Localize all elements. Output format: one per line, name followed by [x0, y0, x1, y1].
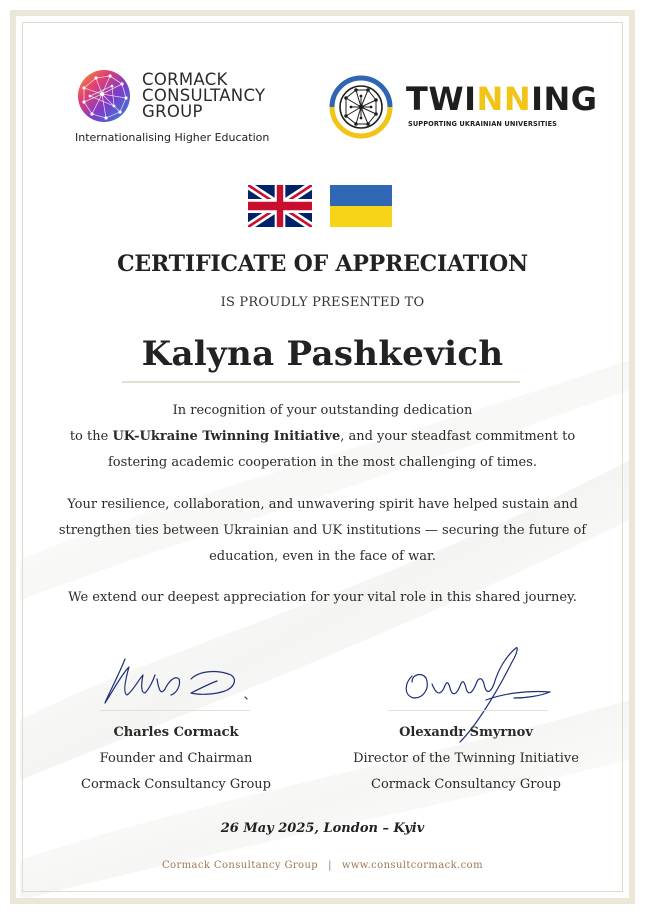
footer	[0, 860, 645, 871]
appreciation-paragraph	[40, 585, 605, 611]
signatory-role: Founder and Chairman	[99, 751, 253, 766]
p2-line2: strengthen ties between Ukrainian and UK institutions — securing the future of	[58, 523, 587, 538]
signature-line-right	[388, 710, 548, 711]
p1-line2-pre: to the	[69, 429, 113, 444]
signatory-left	[26, 720, 326, 798]
resilience-paragraph	[40, 492, 605, 570]
p3-line1: We extend our deepest appreciation for your vital role in this shared journey.	[68, 590, 577, 605]
twinning-word-part1: TWI	[406, 80, 477, 118]
recognition-paragraph	[40, 398, 605, 476]
signatory-name: Charles Cormack	[113, 725, 239, 740]
recipient-name: Kalyna Pashkevich	[141, 334, 504, 374]
ccg-name-line3: GROUP	[142, 102, 203, 121]
network-globe-icon	[328, 74, 394, 140]
twinning-logo	[328, 74, 598, 140]
footer-website-link[interactable]: www.consultcormack.com	[341, 860, 483, 871]
cormack-consultancy-logo	[72, 64, 282, 144]
certificate-title: CERTIFICATE OF APPRECIATION	[117, 251, 528, 277]
ccg-name-line1: CORMACK	[142, 70, 228, 89]
signatory-org: Cormack Consultancy Group	[81, 777, 271, 792]
recipient-underline	[122, 381, 520, 383]
footer-org: Cormack Consultancy Group	[161, 860, 319, 871]
twinning-subtitle: SUPPORTING UKRAINIAN UNIVERSITIES	[408, 120, 558, 128]
network-sphere-icon	[76, 68, 132, 124]
p1-line3: fostering academic cooperation in the most challenging of times.	[107, 455, 538, 470]
p1-line2	[40, 424, 605, 450]
ukraine-flag-icon	[330, 185, 392, 227]
signatory-right	[316, 720, 616, 798]
twinning-wordmark	[406, 82, 598, 116]
signatory-role: Director of the Twinning Initiative	[353, 751, 579, 766]
p1-line2-post: , and your steadfast commitment to	[340, 429, 576, 444]
p2-line3: education, even in the face of war.	[209, 549, 436, 564]
ccg-wordmark	[142, 72, 265, 120]
flags-row	[248, 185, 398, 227]
signature-line-left	[100, 710, 250, 711]
twinning-word-part3: ING	[531, 80, 598, 118]
ccg-tagline: Internationalising Higher Education	[75, 131, 270, 144]
initiative-name: UK-Ukraine Twinning Initiative	[112, 429, 341, 444]
signature-charles-cormack	[95, 645, 275, 711]
presented-to-text: IS PROUDLY PRESENTED TO	[220, 295, 425, 310]
signatory-org: Cormack Consultancy Group	[371, 777, 561, 792]
ccg-name-line2: CONSULTANCY	[142, 86, 266, 105]
twinning-word-part2: NN	[476, 80, 532, 118]
date-place: 26 May 2025, London – Kyiv	[220, 821, 425, 836]
footer-separator: |	[328, 860, 332, 871]
uk-flag-icon	[248, 185, 312, 227]
signatory-name: Olexandr Smyrnov	[399, 725, 533, 740]
p1-line1: In recognition of your outstanding dedication	[172, 403, 473, 418]
p2-line1: Your resilience, collaboration, and unwavering spirit have helped sustain and	[67, 497, 578, 512]
